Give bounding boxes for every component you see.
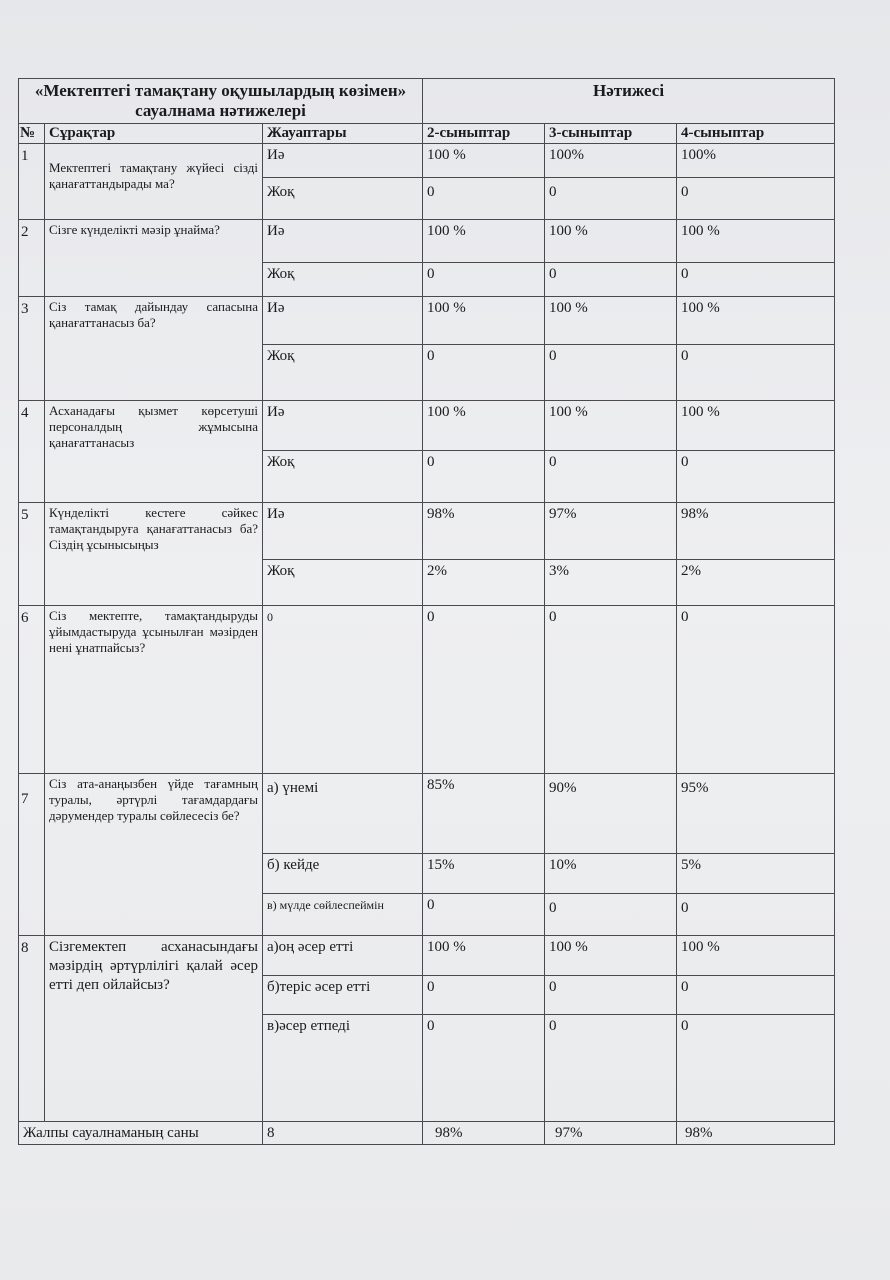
grade3-value: 100 % [545, 936, 677, 976]
grade3-value: 0 [545, 178, 677, 220]
question-text: Сіз ата-анаңызбен үйде тағамның туралы, әртүрлі тағамдардағы дәрумендер туралы сөйлесесіз бе? [45, 774, 263, 936]
grade4-value: 0 [677, 451, 835, 503]
survey-table [18, 78, 835, 1145]
table-row [19, 297, 835, 345]
grade3-value: 3% [545, 560, 677, 606]
answer-label: Жоқ [263, 345, 423, 401]
table-row [19, 606, 835, 774]
total-row [19, 1122, 835, 1145]
col-grade2: 2-сыныптар [423, 124, 545, 144]
grade2-value: 0 [423, 976, 545, 1015]
grade3-value: 0 [545, 1015, 677, 1122]
row-number: 2 [19, 220, 45, 297]
grade4-value: 100% [677, 144, 835, 178]
answer-label: а) үнемі [263, 774, 423, 854]
grade3-value: 90% [545, 774, 677, 854]
question-text: Сізге күнделікті мәзір ұнайма? [45, 220, 263, 297]
col-question: Сұрақтар [45, 124, 263, 144]
answer-label: Иә [263, 297, 423, 345]
col-grade3: 3-сыныптар [545, 124, 677, 144]
grade3-value: 100 % [545, 401, 677, 451]
grade4-value: 0 [677, 976, 835, 1015]
grade3-value: 100% [545, 144, 677, 178]
grade3-value: 0 [545, 263, 677, 297]
grade4-value: 100 % [677, 936, 835, 976]
row-number: 3 [19, 297, 45, 401]
answer-label: Иә [263, 220, 423, 263]
question-text: Сіз тамақ дайындау сапасына қанағаттанасыз ба? [45, 297, 263, 401]
answer-label: Жоқ [263, 178, 423, 220]
survey-sheet [18, 78, 834, 1145]
question-text: Күнделікті кестеге сәйкес тамақтандыруға қанағаттанасыз ба? Сіздің ұсынысыңыз [45, 503, 263, 606]
total-grade2: 98% [423, 1122, 545, 1145]
grade4-value: 0 [677, 606, 835, 774]
answer-label: Иә [263, 144, 423, 178]
col-no: № [19, 124, 45, 144]
row-number: 6 [19, 606, 45, 774]
grade2-value: 0 [423, 606, 545, 774]
grade3-value: 0 [545, 606, 677, 774]
grade4-value: 100 % [677, 401, 835, 451]
grade4-value: 0 [677, 894, 835, 936]
grade2-value: 100 % [423, 297, 545, 345]
table-row [19, 220, 835, 263]
table-row [19, 401, 835, 451]
grade4-value: 0 [677, 345, 835, 401]
col-grade4: 4-сыныптар [677, 124, 835, 144]
grade4-value: 2% [677, 560, 835, 606]
col-answers: Жауаптары [263, 124, 423, 144]
question-text: Асханадағы қызмет көрсетуші персоналдың жұмысына қанағаттанасыз [45, 401, 263, 503]
total-count: 8 [263, 1122, 423, 1145]
table-row [19, 144, 835, 178]
grade4-value: 98% [677, 503, 835, 560]
grade2-value: 0 [423, 178, 545, 220]
grade4-value: 0 [677, 178, 835, 220]
answer-label: в)әсер етпеді [263, 1015, 423, 1122]
grade3-value: 97% [545, 503, 677, 560]
answer-label: б)теріс әсер етті [263, 976, 423, 1015]
total-grade4: 98% [677, 1122, 835, 1145]
grade4-value: 5% [677, 854, 835, 894]
grade3-value: 0 [545, 894, 677, 936]
total-label: Жалпы сауалнаманың саны [19, 1122, 263, 1145]
grade4-value: 100 % [677, 220, 835, 263]
total-grade3: 97% [545, 1122, 677, 1145]
result-header: Нәтижесі [423, 79, 835, 124]
table-row [19, 936, 835, 976]
grade4-value: 95% [677, 774, 835, 854]
answer-label: Жоқ [263, 560, 423, 606]
question-text: Сіз мектепте, тамақтандыруды ұйымдастыруда ұсынылған мәзірден нені ұнатпайсыз? [45, 606, 263, 774]
answer-label: 0 [263, 606, 423, 774]
grade2-value: 0 [423, 263, 545, 297]
grade2-value: 0 [423, 345, 545, 401]
grade2-value: 98% [423, 503, 545, 560]
question-text: Мектептегі тамақтану жүйесі сізді қанағаттандырады ма? [45, 144, 263, 220]
question-text: Сізгемектеп асханасындағы мәзірдің әртүрлілігі қалай әсер етті деп ойлайсыз? [45, 936, 263, 1122]
row-number: 4 [19, 401, 45, 503]
table-row [19, 503, 835, 560]
grade2-value: 0 [423, 894, 545, 936]
answer-label: Иә [263, 503, 423, 560]
answer-label: Иә [263, 401, 423, 451]
grade2-value: 100 % [423, 936, 545, 976]
grade3-value: 0 [545, 976, 677, 1015]
row-number: 5 [19, 503, 45, 606]
grade3-value: 100 % [545, 297, 677, 345]
row-number: 1 [19, 144, 45, 220]
grade4-value: 0 [677, 263, 835, 297]
answer-label: б) кейде [263, 854, 423, 894]
grade2-value: 15% [423, 854, 545, 894]
answer-label: Жоқ [263, 263, 423, 297]
grade2-value: 0 [423, 451, 545, 503]
grade3-value: 0 [545, 345, 677, 401]
grade3-value: 0 [545, 451, 677, 503]
row-number: 7 [19, 774, 45, 936]
grade2-value: 100 % [423, 144, 545, 178]
grade2-value: 100 % [423, 401, 545, 451]
grade2-value: 100 % [423, 220, 545, 263]
grade2-value: 85% [423, 774, 545, 854]
answer-label: Жоқ [263, 451, 423, 503]
grade2-value: 0 [423, 1015, 545, 1122]
grade4-value: 0 [677, 1015, 835, 1122]
row-number: 8 [19, 936, 45, 1122]
answer-label: а)оң әсер етті [263, 936, 423, 976]
table-title: «Мектептегі тамақтану оқушылардың көзімен» сауалнама нәтижелері [19, 79, 423, 124]
grade4-value: 100 % [677, 297, 835, 345]
grade3-value: 100 % [545, 220, 677, 263]
grade2-value: 2% [423, 560, 545, 606]
answer-label: в) мүлде сөйлеспеймін [263, 894, 423, 936]
grade3-value: 10% [545, 854, 677, 894]
table-row [19, 774, 835, 854]
